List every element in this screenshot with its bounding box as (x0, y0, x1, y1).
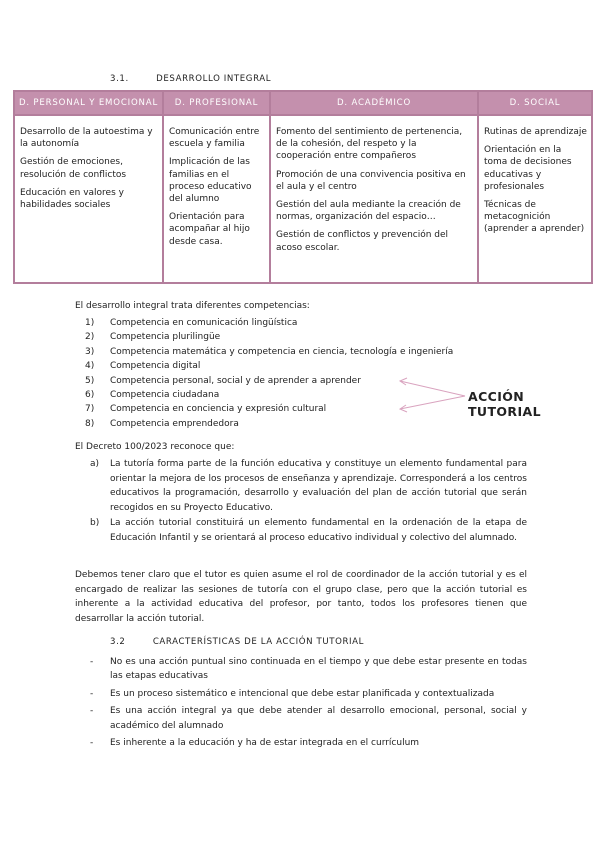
list-text: Competencia personal, social y de aprender a aprender (110, 375, 361, 386)
section-number: 3.2 (110, 637, 126, 647)
cell-item: Desarrollo de la autoestima y la autonomía (20, 127, 153, 150)
list-number: 8) (85, 418, 95, 429)
cell-item: Comunicación entre escuela y familia (169, 127, 260, 150)
list-number: 1) (85, 318, 95, 328)
cell-item: Gestión de conflictos y prevención del acoso escolar. (276, 230, 449, 253)
cell-item: Técnicas de metacognición (aprender a aprender) (484, 200, 585, 235)
header-profesional: D. PROFESIONAL (163, 91, 270, 115)
tutor-paragraph: Debemos tener claro que el tutor es quien asume el rol de coordinador de la acción tutorial y es el encargado de realizar las sesiones de tutoría con el grupo clase, pero que la acción tutorial es inherente a la actividad educativa del profesor, por tanto, todos los profesores tienen que desarrollar la acción tutorial. (75, 570, 527, 624)
list-number: 6) (85, 390, 95, 401)
decreto-item-b (90, 516, 527, 545)
list-item: - Es inherente a la educación y ha de estar integrada en el currículum (90, 736, 527, 750)
header-personal: D. PERSONAL Y EMOCIONAL (14, 91, 163, 115)
list-item: - Es una acción integral ya que debe atender al desarrollo emocional, personal, social y académico del alumnado (90, 704, 527, 733)
list-text: Competencia plurilingüe (110, 332, 221, 343)
arrow-line-lower (400, 396, 465, 409)
arrows-graphic (395, 373, 475, 413)
list-item: - Es un proceso sistemático e intencional que debe estar planificada y contextualizada (90, 687, 527, 701)
cell-item: Orientación para acompañar al hijo desde casa. (169, 212, 250, 247)
cell-personal (14, 115, 163, 283)
cell-item: Educación en valores y habilidades sociales (20, 187, 124, 211)
list-number: 5) (85, 375, 95, 386)
development-table (13, 90, 593, 284)
list-number: 3) (85, 346, 95, 357)
item-text: La acción tutorial constituirá un elemento fundamental en la ordenación de la etapa de Educación Infantil y se orientará al proceso educativo individual y colectivo del alumnado. (110, 518, 527, 543)
arrow-line-upper (400, 381, 465, 396)
header-academico: D. ACADÉMICO (270, 91, 478, 115)
table-header-row (14, 91, 592, 115)
cell-academico (270, 115, 478, 283)
list-item (85, 359, 453, 373)
list-number: 7) (85, 404, 95, 415)
list-text: Competencia digital (110, 361, 201, 372)
section-title: CARACTERÍSTICAS DE LA ACCIÓN TUTORIAL (152, 637, 365, 647)
item-letter: b) (90, 518, 100, 528)
list-text: Competencia ciudadana (110, 390, 220, 401)
list-item (85, 345, 453, 359)
section-number: 3.1. (110, 74, 129, 84)
decreto-item-a (90, 457, 527, 515)
decreto-intro: El Decreto 100/2023 reconoce que: (75, 442, 235, 452)
list-item: - No es una acción puntual sino continuada en el tiempo y que debe estar presente en todas las etapas educativas (90, 655, 527, 684)
section-heading-2 (110, 637, 364, 647)
cell-item: Gestión del aula mediante la creación de normas, organización del espacio… (276, 200, 461, 223)
list-item (85, 316, 453, 330)
cell-profesional (163, 115, 270, 283)
item-text: La tutoría forma parte de la función educativa y constituye un elemento fundamental para orientar la mejora de los procesos de enseñanza y aprendizaje. Corresponderá a los centros educativos la programación, desarrollo y evaluación del plan de acción tutorial que serán recogidos en su Proyecto Educativo. (110, 459, 527, 513)
list-text: Competencia matemática y competencia en ciencia, tecnología e ingeniería (110, 346, 454, 357)
cell-item: Fomento del sentimiento de pertenencia, de la cohesión, del respeto y la cooperación entre compañeros (276, 127, 463, 162)
cell-item: Orientación en la toma de decisiones educativas y profesionales (484, 145, 572, 192)
list-number: 4) (85, 361, 95, 372)
cell-item: Implicación de las familias en el proceso educativo del alumno (169, 157, 252, 205)
cell-item: Gestión de emociones, resolución de conflictos (20, 157, 127, 180)
cell-item: Rutinas de aprendizaje (484, 127, 587, 137)
section-title: DESARROLLO INTEGRAL (156, 74, 272, 84)
list-number: 2) (85, 332, 95, 343)
competencias-intro: El desarrollo integral trata diferentes competencias: (75, 301, 310, 311)
list-text: Competencia en comunicación lingüística (110, 318, 298, 328)
list-text: Competencia emprendedora (110, 418, 239, 429)
accion-tutorial-label: ACCIÓN TUTORIAL (468, 389, 541, 419)
cell-item: Promoción de una convivencia positiva en el aula y el centro (276, 169, 466, 192)
item-letter: a) (90, 459, 100, 469)
cell-social (478, 115, 592, 283)
list-text: Competencia en conciencia y expresión cultural (110, 404, 327, 415)
list-item (85, 330, 453, 344)
table-row (14, 115, 592, 283)
caracteristicas-list (90, 655, 527, 753)
list-item (85, 417, 453, 431)
section-heading-1 (110, 74, 271, 84)
header-social: D. SOCIAL (478, 91, 592, 115)
